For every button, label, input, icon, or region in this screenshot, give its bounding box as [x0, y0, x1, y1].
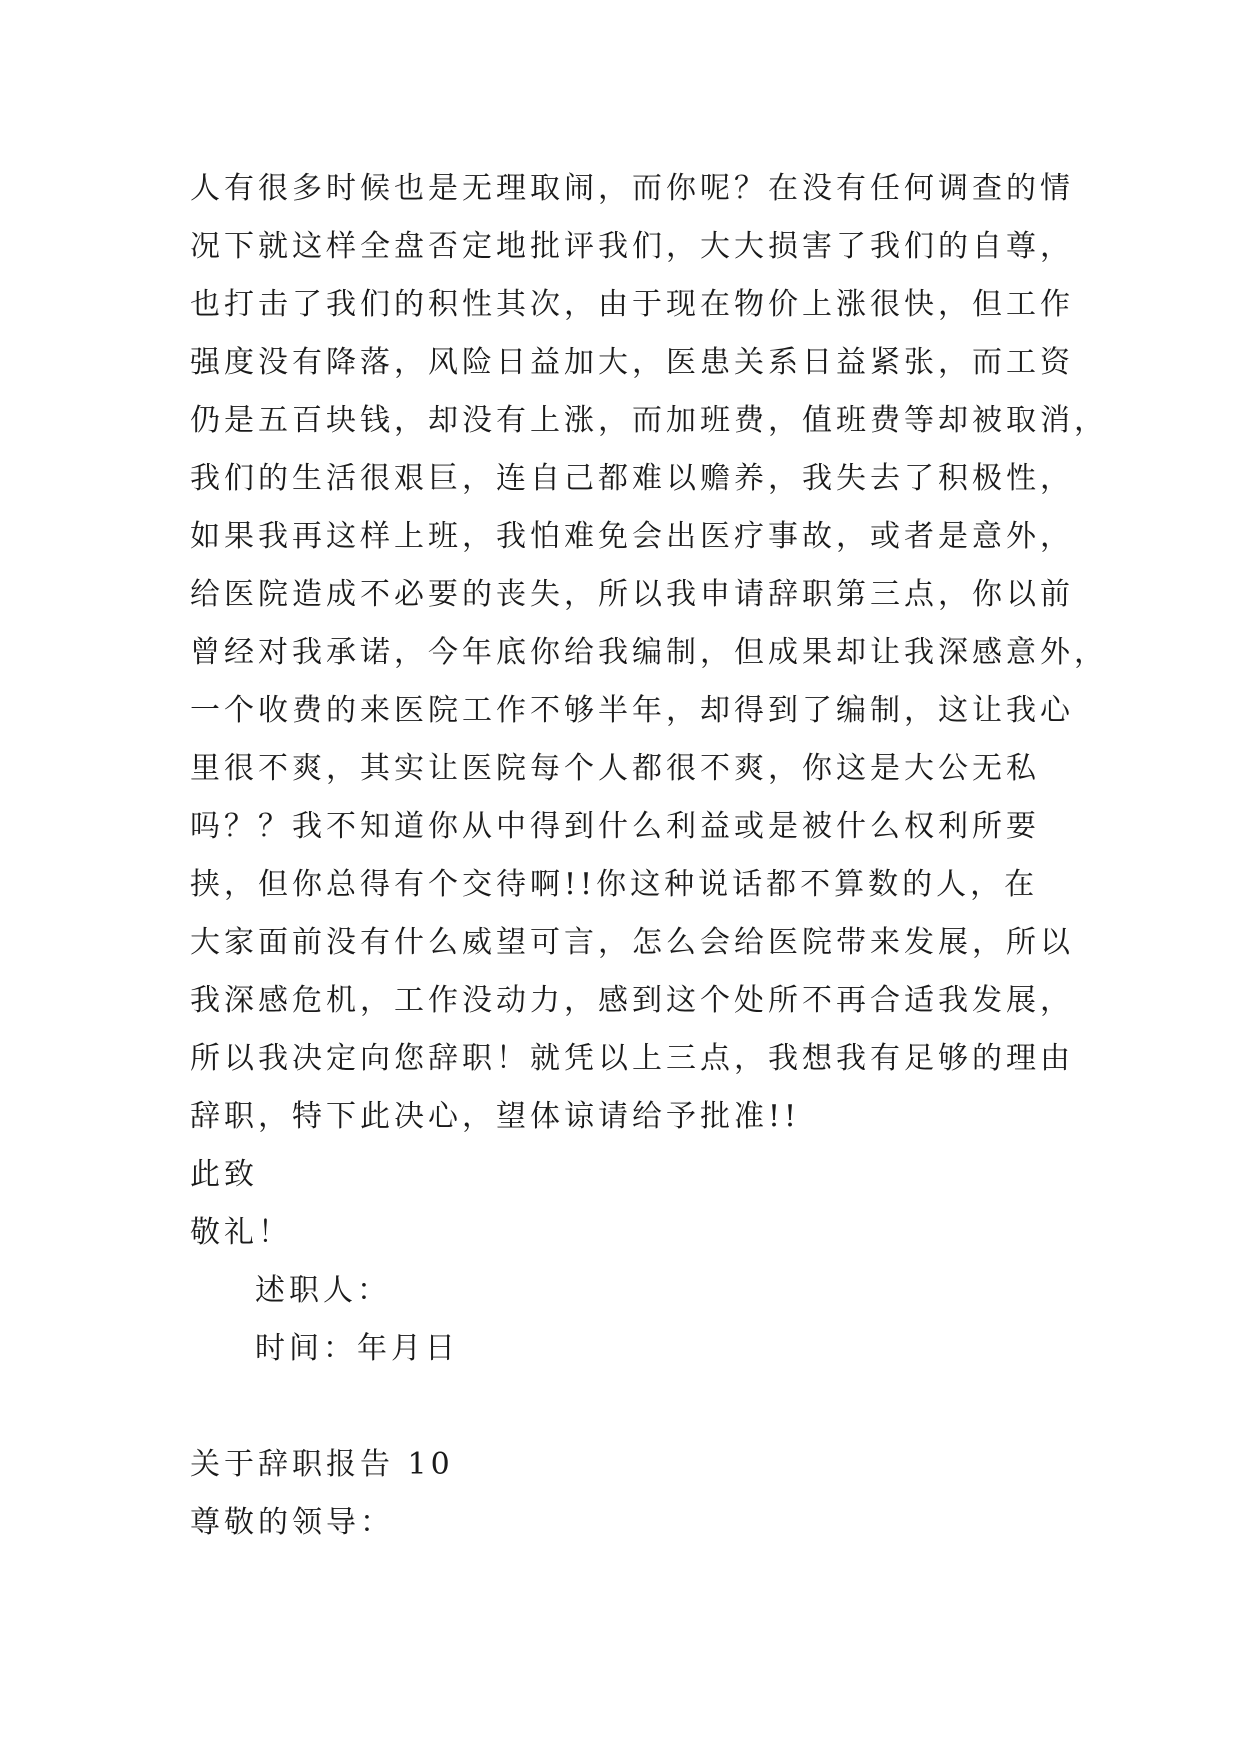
paragraph-line: 给医院造成不必要的丧失，所以我申请辞职第三点，你以前 — [190, 577, 1074, 612]
paragraph-line: 辞职，特下此决心，望体谅请给予批准!! — [190, 1099, 801, 1134]
section-title: 关于辞职报告 10 — [190, 1447, 454, 1482]
paragraph-line: 里很不爽，其实让医院每个人都很不爽，你这是大公无私 — [190, 751, 1040, 786]
section-gap — [190, 1378, 1090, 1436]
paragraph-line: 吗？？我不知道你从中得到什么利益或是被什么权利所要 — [190, 809, 1040, 844]
signer-label: 述职人： — [255, 1273, 391, 1308]
greeting-text: 尊敬的领导： — [190, 1505, 394, 1540]
paragraph-line: 我们的生活很艰巨，连自己都难以赡养，我失去了积极性， — [190, 461, 1074, 496]
paragraph-line: 也打击了我们的积性其次，由于现在物价上涨很快，但工作 — [190, 287, 1074, 322]
date-label: 时间：年月日 — [255, 1331, 459, 1366]
paragraph-line: 大家面前没有什么威望可言，怎么会给医院带来发展，所以 — [190, 925, 1074, 960]
paragraph-line: 仍是五百块钱，却没有上涨，而加班费，值班费等却被取消， — [190, 403, 1108, 438]
paragraph-line: 况下就这样全盘否定地批评我们，大大损害了我们的自尊， — [190, 229, 1074, 264]
letter-body — [190, 160, 1108, 1552]
paragraph-line: 我深感危机，工作没动力，感到这个处所不再合适我发展， — [190, 983, 1074, 1018]
paragraph-line: 强度没有降落，风险日益加大，医患关系日益紧张，而工资 — [190, 345, 1074, 380]
paragraph-line: 如果我再这样上班，我怕难免会出医疗事故，或者是意外， — [190, 519, 1074, 554]
paragraph-line: 所以我决定向您辞职！就凭以上三点，我想我有足够的理由 — [190, 1041, 1074, 1076]
paragraph-line: 一个收费的来医院工作不够半年，却得到了编制，这让我心 — [190, 693, 1074, 728]
paragraph-line: 挟，但你总得有个交待啊!!你这种说话都不算数的人，在 — [190, 867, 1039, 902]
paragraph-line: 曾经对我承诺，今年底你给我编制，但成果却让我深感意外， — [190, 635, 1108, 670]
closing-text: 此致 — [190, 1157, 258, 1192]
paragraph-line: 人有很多时候也是无理取闹，而你呢？在没有任何调查的情 — [190, 171, 1074, 206]
salute-text: 敬礼！ — [190, 1215, 292, 1250]
